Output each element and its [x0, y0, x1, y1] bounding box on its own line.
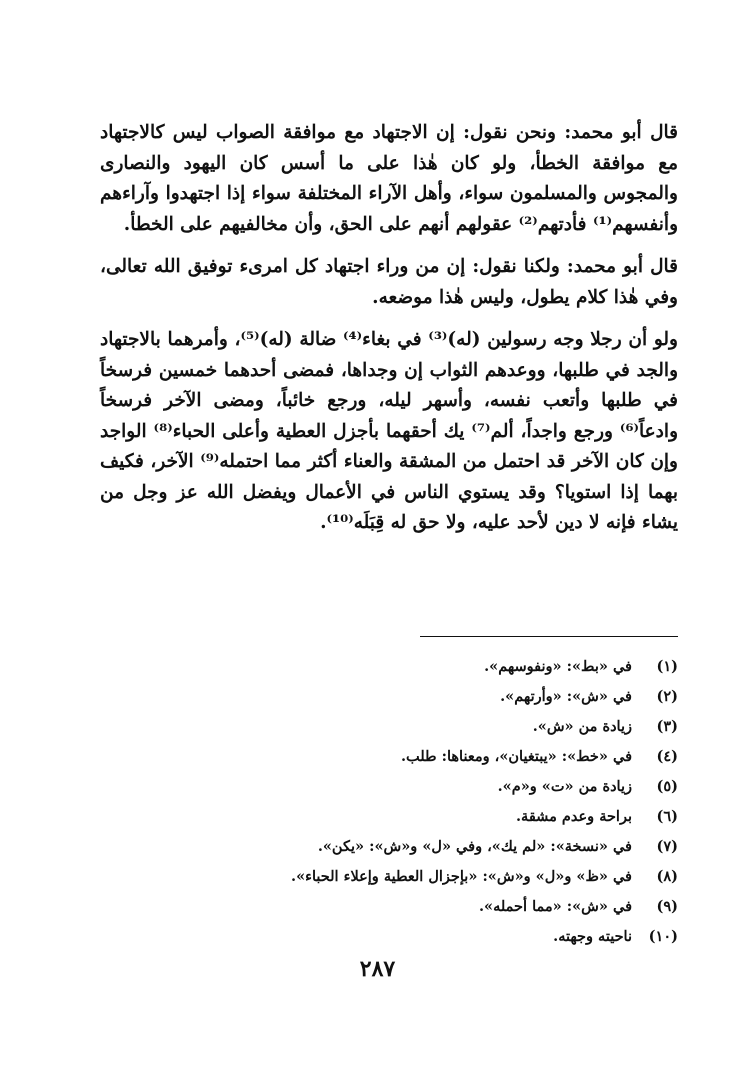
footnote-text: في «نسخة»: «لم يك»، وفي «ل» و«ش»: «يكن». — [317, 838, 632, 855]
footnote-3 — [100, 712, 678, 742]
footnote-number: (٢) — [656, 688, 678, 705]
footnote-2 — [100, 682, 678, 712]
footnote-number: (٩) — [656, 898, 678, 915]
footnote-number: (٣) — [656, 718, 678, 735]
footnote-number: (١) — [656, 658, 678, 675]
footnote-7 — [100, 832, 678, 862]
footnote-number: (١٠) — [648, 928, 678, 945]
footnote-number: (٨) — [656, 868, 678, 885]
paragraph-1: قال أبو محمد: ونحن نقول: إن الاجتهاد مع موافقة الصواب ليس كالاجتهاد مع موافقة الخطأ، ولو كان هٰذا على ما أسس كان اليهود والنصارى والمجوس والمسلمون سواء، وأهل الآراء المختلفة سواء إذا اجتهدوا وآراءهم وأنفسهم⁽¹⁾ فأدتهم⁽²⁾ عقولهم أنهم على الحق، وأن مخالفيهم على الخطأ. — [100, 122, 678, 235]
footnote-divider — [420, 636, 678, 637]
footnote-number: (٥) — [656, 778, 678, 795]
footnote-8 — [100, 862, 678, 892]
footnote-1 — [100, 652, 678, 682]
main-text — [100, 118, 678, 539]
footnote-6 — [100, 802, 678, 832]
footnote-number: (٧) — [656, 838, 678, 855]
footnote-10 — [100, 922, 678, 952]
page-number: ٢٨٧ — [359, 956, 396, 982]
paragraph-3: ولو أن رجلا وجه رسولين (له)⁽³⁾ في بغاء⁽⁴⁾ ضالة (له)⁽⁵⁾، وأمرهما بالاجتهاد والجد في طلبها، ووعدهم الثواب إن وجداها، فمضى أحدهما خمسين فرسخاً في طلبها وأتعب نفسه، وأسهر ليله، ورجع خائباً، ومضى الآخر فرسخاً وادعاً⁽⁶⁾ ورجع واجداً، ألم⁽⁷⁾ يك أحقهما بأجزل العطية وأعلى الحباء⁽⁸⁾ الواجد وإن كان الآخر قد احتمل من المشقة والعناء أكثر مما احتمله⁽⁹⁾ الآخر، فكيف بهما إذا استويا؟ وقد يستوي الناس في الأعمال ويفضل الله عز وجل من يشاء فإنه لا دين لأحد عليه، ولا حق له قِبَلَه⁽¹⁰⁾. — [100, 329, 678, 533]
footnote-text: في «ظ» و«ل» و«ش»: «بإجزال العطية وإعلاء الحباء». — [291, 868, 632, 885]
footnote-9 — [100, 892, 678, 922]
paragraph-2: قال أبو محمد: ولكنا نقول: إن من وراء اجتهاد كل امرىء توفيق الله تعالى، وفي هٰذا كلام يطول، وليس هٰذا موضعه. — [100, 256, 678, 308]
footnotes — [100, 652, 678, 952]
footnote-text: في «خط»: «يبتغيان»، ومعناها: طلب. — [400, 748, 632, 765]
footnote-number: (٦) — [656, 808, 678, 825]
footnote-4 — [100, 742, 678, 772]
footnote-text: زيادة من «ت» و«م». — [497, 778, 632, 795]
footnote-text: في «ش»: «مما أحمله». — [478, 898, 632, 915]
footnote-text: براحة وعدم مشقة. — [516, 808, 632, 825]
footnote-text: ناحيته وجهته. — [553, 928, 632, 945]
footnote-5 — [100, 772, 678, 802]
footnote-text: في «ش»: «وأرتهم». — [500, 688, 632, 705]
footnote-number: (٤) — [656, 748, 678, 765]
footnote-text: زيادة من «ش». — [532, 718, 632, 735]
footnote-text: في «بط»: «ونفوسهم». — [484, 658, 632, 675]
